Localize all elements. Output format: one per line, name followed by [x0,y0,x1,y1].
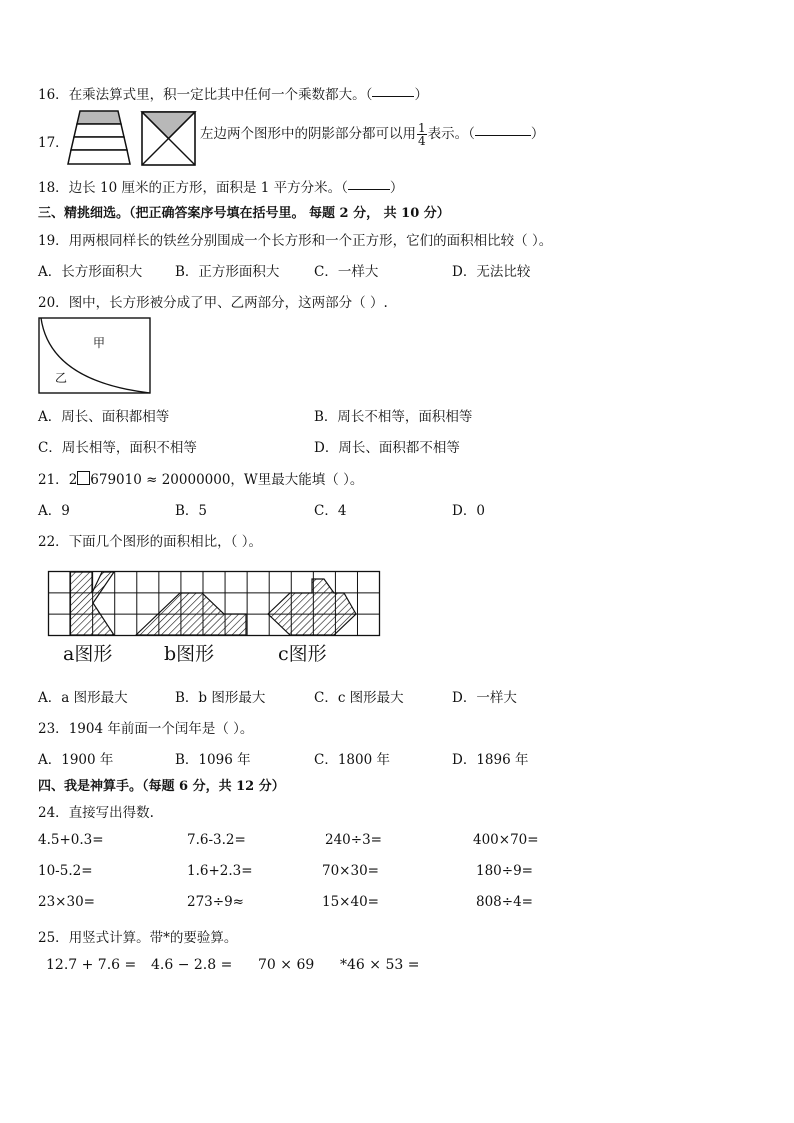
calc-item: 7.6-3.2= [187,832,246,848]
question-17: 左边两个图形中的阴影部分都可以用 $\frac{1}{4}$ 表示。（ ） [200,121,545,148]
question-number: 19． [38,233,69,249]
label-yi: 乙 [55,371,68,385]
option-c[interactable]: C．4 [314,503,347,519]
option-d[interactable]: D．0 [452,503,485,519]
question-22 [38,530,262,550]
calc-item: 1.6+2.3= [187,863,253,879]
section-3-heading: 三、精挑细选。（把正确答案序号填在括号里。 每题 2 分， 共 10 分） [38,206,450,221]
question-number: 23． [38,721,69,737]
square-diagonal-figure [141,111,196,166]
question-21: 21．2 679010 ≈ 20000000，W里最大能填（ ）。 [38,472,364,488]
calc-item: 273÷9≈ [187,894,244,910]
calc-item: 15×40= [322,894,379,910]
answer-blank[interactable] [372,95,414,97]
option-d[interactable]: D．周长、面积都不相等 [314,440,460,456]
figure-label-c: c图形 [278,643,327,665]
calc-item: 400×70= [473,832,539,848]
fraction-one-quarter: $\frac{1}{4}$ [418,121,426,148]
question-number: 16． [38,87,69,103]
calc-item: 240÷3= [325,832,382,848]
question-text: 在乘法算式里，积一定比其中任何一个乘数都大。（ [68,87,373,103]
option-b[interactable]: B．b 图形最大 [175,690,266,706]
question-text: 下面几个图形的面积相比，（ ）。 [68,534,262,550]
question-number: 21． [38,472,69,488]
option-d[interactable]: D．无法比较 [452,264,531,280]
calc-item: 70×30= [322,863,379,879]
figure-label-b: b图形 [164,643,215,665]
trapezoid-figure [66,110,132,166]
calc-item: 4.5+0.3= [38,832,104,848]
calc-item: 23×30= [38,894,95,910]
option-c[interactable]: C．1800 年 [314,752,390,768]
question-text: 1904 年前面一个闰年是（ ）。 [68,721,254,737]
question-24 [38,801,154,821]
question-text: 左边两个图形中的阴影部分都可以用 [200,126,416,142]
calc-item: 10-5.2= [38,863,93,879]
question-number: 25． [38,930,69,946]
label-jia: 甲 [93,336,106,350]
question-23 [38,717,253,737]
question-20 [38,291,388,311]
question-text: 边长 10 厘米的正方形，面积是 1 平方分米。（ [68,180,348,196]
option-b[interactable]: B．周长不相等，面积相等 [314,409,473,425]
option-a[interactable]: A．周长、面积都相等 [38,409,170,425]
question-18: 18．边长 10 厘米的正方形，面积是 1 平方分米。（ ） [38,180,404,196]
option-b[interactable]: B．正方形面积大 [175,264,280,280]
question-text: 用两根同样长的铁丝分别围成一个长方形和一个正方形，它们的面积相比较（ ）。 [68,233,553,249]
blank-box[interactable] [77,471,90,485]
option-d[interactable]: D．一样大 [452,690,517,706]
question-25 [38,926,237,946]
question-text: 直接写出得数. [68,805,154,821]
question-17-number: 17． [38,135,69,151]
option-a[interactable]: A．1900 年 [38,752,114,768]
option-c[interactable]: C．一样大 [314,264,379,280]
question-number: 20． [38,295,69,311]
question-number: 22． [38,534,69,550]
question-number: 24． [38,805,69,821]
question-text: 用竖式计算。带*的要验算。 [68,930,238,946]
vertical-calc-item: 4.6 − 2.8 = [151,957,233,973]
option-d[interactable]: D．1896 年 [452,752,529,768]
option-b[interactable]: B．5 [175,503,208,519]
question-text: 679010 ≈ 20000000，W里最大能填（ ）。 [90,472,364,488]
answer-blank[interactable] [348,188,390,190]
option-a[interactable]: A．a 图形最大 [38,690,128,706]
question-number: 18． [38,180,69,196]
option-a[interactable]: A．长方形面积大 [38,264,143,280]
calc-item: 808÷4= [476,894,533,910]
vertical-calc-item: *46 × 53 = [340,957,420,973]
question-text: 图中，长方形被分成了甲、乙两部分，这两部分（ ）. [68,295,388,311]
answer-blank[interactable] [475,134,531,136]
vertical-calc-item: 12.7 + 7.6 = [46,957,137,973]
question-19 [38,229,552,249]
section-4-heading: 四、我是神算手。（每题 6 分，共 12 分） [38,779,285,794]
option-a[interactable]: A．9 [38,503,70,519]
option-c[interactable]: C．周长相等，面积不相等 [38,440,197,456]
option-b[interactable]: B．1096 年 [175,752,251,768]
question-16: 16．在乘法算式里，积一定比其中任何一个乘数都大。（ ） [38,87,428,103]
calc-item: 180÷9= [476,863,533,879]
option-c[interactable]: C．c 图形最大 [314,690,404,706]
vertical-calc-item: 70 × 69 [258,957,315,973]
grid-area-figure [48,571,384,637]
figure-label-a: a图形 [63,643,113,665]
